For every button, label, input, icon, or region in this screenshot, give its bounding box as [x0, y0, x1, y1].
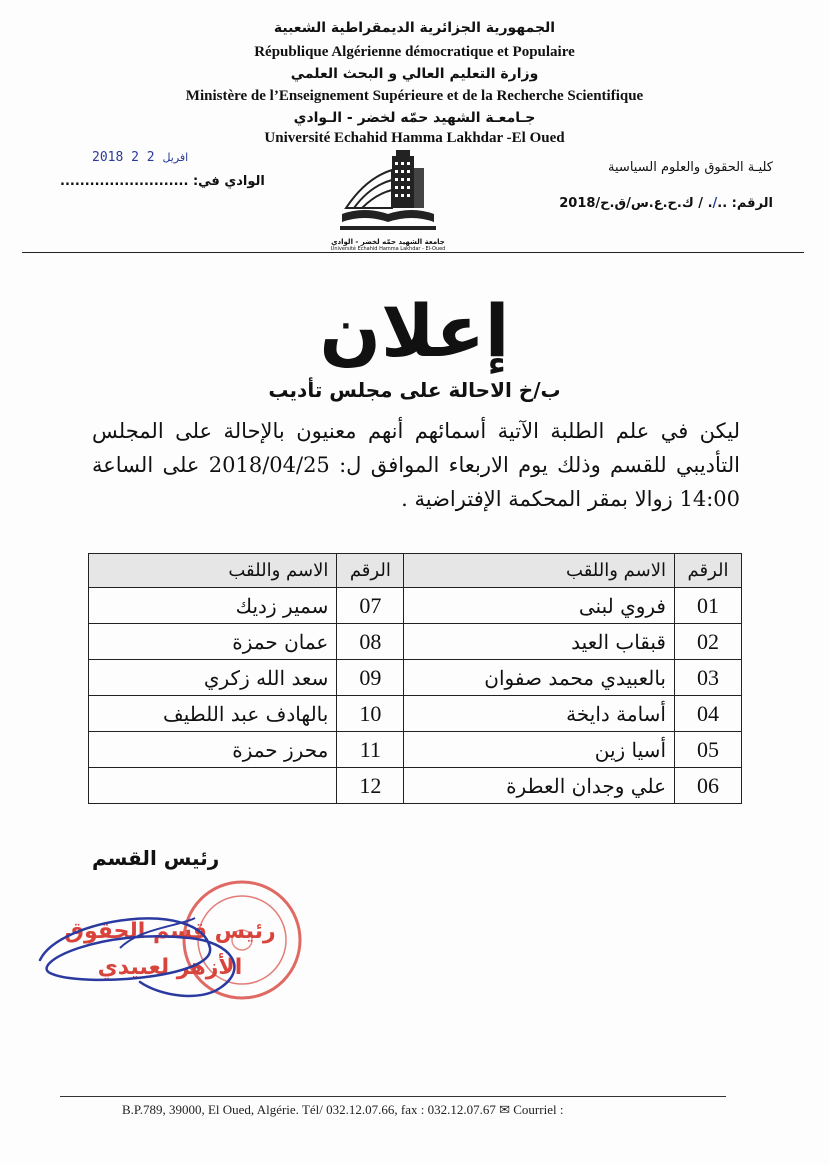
- date-stamp: [92, 150, 188, 165]
- footer-divider: [60, 1096, 726, 1097]
- header-divider: [22, 252, 804, 253]
- footer-address: B.P.789, 39000, El Oued, Algérie. Tél/ 032.12.07.66, fax : 032.12.07.67: [122, 1102, 500, 1117]
- student-number: 08: [337, 624, 404, 660]
- student-number: 02: [675, 624, 742, 660]
- column-header-name: الاسم واللقب: [404, 554, 675, 588]
- student-number: 04: [675, 696, 742, 732]
- date-stamp-day: 2 2: [131, 150, 155, 165]
- footer-courriel: Courriel :: [510, 1102, 564, 1117]
- stamp-line-1: رئيس قسم الحقوق: [64, 919, 276, 944]
- faculty-name: كليـة الحقوق والعلوم السياسية: [608, 160, 773, 175]
- table-row: [89, 732, 742, 768]
- reference-label: الرقم: ..: [717, 196, 773, 211]
- reference-suffix: . / ك.ح.ع.س/ق.ح/2018: [559, 196, 713, 211]
- date-stamp-year: 2018: [92, 150, 124, 165]
- official-stamp-icon: [20, 878, 320, 1028]
- notice-body: [92, 414, 740, 516]
- notice-subtitle: ب/خ الاحالة على مجلس تأديب: [268, 378, 561, 402]
- student-number: 11: [337, 732, 404, 768]
- footer-contact: [122, 1102, 563, 1118]
- place-date-label: الوادي في:: [192, 174, 265, 189]
- university-logo-icon: [336, 148, 440, 238]
- logo-caption-fr: Université Echahid Hamma Lakhdar - El-Oued: [330, 246, 446, 252]
- column-header-number: الرقم: [675, 554, 742, 588]
- student-number: 12: [337, 768, 404, 804]
- notice-title: إعلان: [319, 289, 510, 373]
- student-name: بالعبيدي محمد صفوان: [404, 660, 675, 696]
- place-date-line: [60, 174, 265, 189]
- student-name: [89, 768, 337, 804]
- student-name: سمير زديك: [89, 588, 337, 624]
- student-name: أسيا زين: [404, 732, 675, 768]
- reference-handwritten: /: [712, 196, 718, 211]
- table-header-row: [89, 554, 742, 588]
- stamp-line-2: الأزهر لعبيدي: [97, 955, 243, 980]
- reference-number: [559, 196, 773, 211]
- student-number: 09: [337, 660, 404, 696]
- university-ar: جـامعـة الشهيد حمّه لخضر - الـوادي: [293, 110, 536, 126]
- ministry-fr: Ministère de l’Enseignement Supérieure et de la Recherche Scientifique: [185, 88, 644, 104]
- student-name: بالهادف عبد اللطيف: [89, 696, 337, 732]
- student-name: أسامة دايخة: [404, 696, 675, 732]
- table-row: [89, 768, 742, 804]
- student-number: 10: [337, 696, 404, 732]
- students-table: [88, 553, 742, 804]
- logo-caption-ar: جامعة الشهيد حمّه لخضر - الوادي: [331, 238, 445, 246]
- table-row: [89, 588, 742, 624]
- notice-body-text: ليكن في علم الطلبة الآتية أسمائهم أنهم معنيون بالإحالة على المجلس التأديبي للقسم وذلك يوم الاربعاء الموافق ل: 2018/04/25 على الساعة 14:00 زوالا بمقر المحكمة الإفتراضية .: [92, 419, 741, 511]
- student-name: سعد الله زكري: [89, 660, 337, 696]
- student-number: 01: [675, 588, 742, 624]
- student-number: 03: [675, 660, 742, 696]
- university-fr: Université Echahid Hamma Lakhdar -El Oued: [264, 130, 565, 146]
- student-name: علي وجدان العطرة: [404, 768, 675, 804]
- column-header-name: الاسم واللقب: [89, 554, 337, 588]
- student-name: قبقاب العيد: [404, 624, 675, 660]
- student-number: 07: [337, 588, 404, 624]
- table-row: [89, 660, 742, 696]
- mail-icon: ✉: [499, 1102, 511, 1117]
- ministry-ar: وزارة التعليم العالي و البحث العلمي: [290, 66, 539, 82]
- date-stamp-month: افريل: [162, 151, 189, 164]
- table-row: [89, 696, 742, 732]
- republic-ar: الجمهورية الجزائرية الديمقراطية الشعبية: [273, 20, 556, 36]
- student-name: محرز حمزة: [89, 732, 337, 768]
- table-row: [89, 624, 742, 660]
- student-name: فروي لبنى: [404, 588, 675, 624]
- place-date-dots: ..........................: [60, 174, 189, 189]
- signature-title: رئيس القسم: [92, 846, 220, 870]
- student-name: عمان حمزة: [89, 624, 337, 660]
- republic-fr: République Algérienne démocratique et Populaire: [254, 44, 575, 60]
- column-header-number: الرقم: [337, 554, 404, 588]
- student-number: 05: [675, 732, 742, 768]
- student-number: 06: [675, 768, 742, 804]
- logo-caption: [330, 238, 446, 252]
